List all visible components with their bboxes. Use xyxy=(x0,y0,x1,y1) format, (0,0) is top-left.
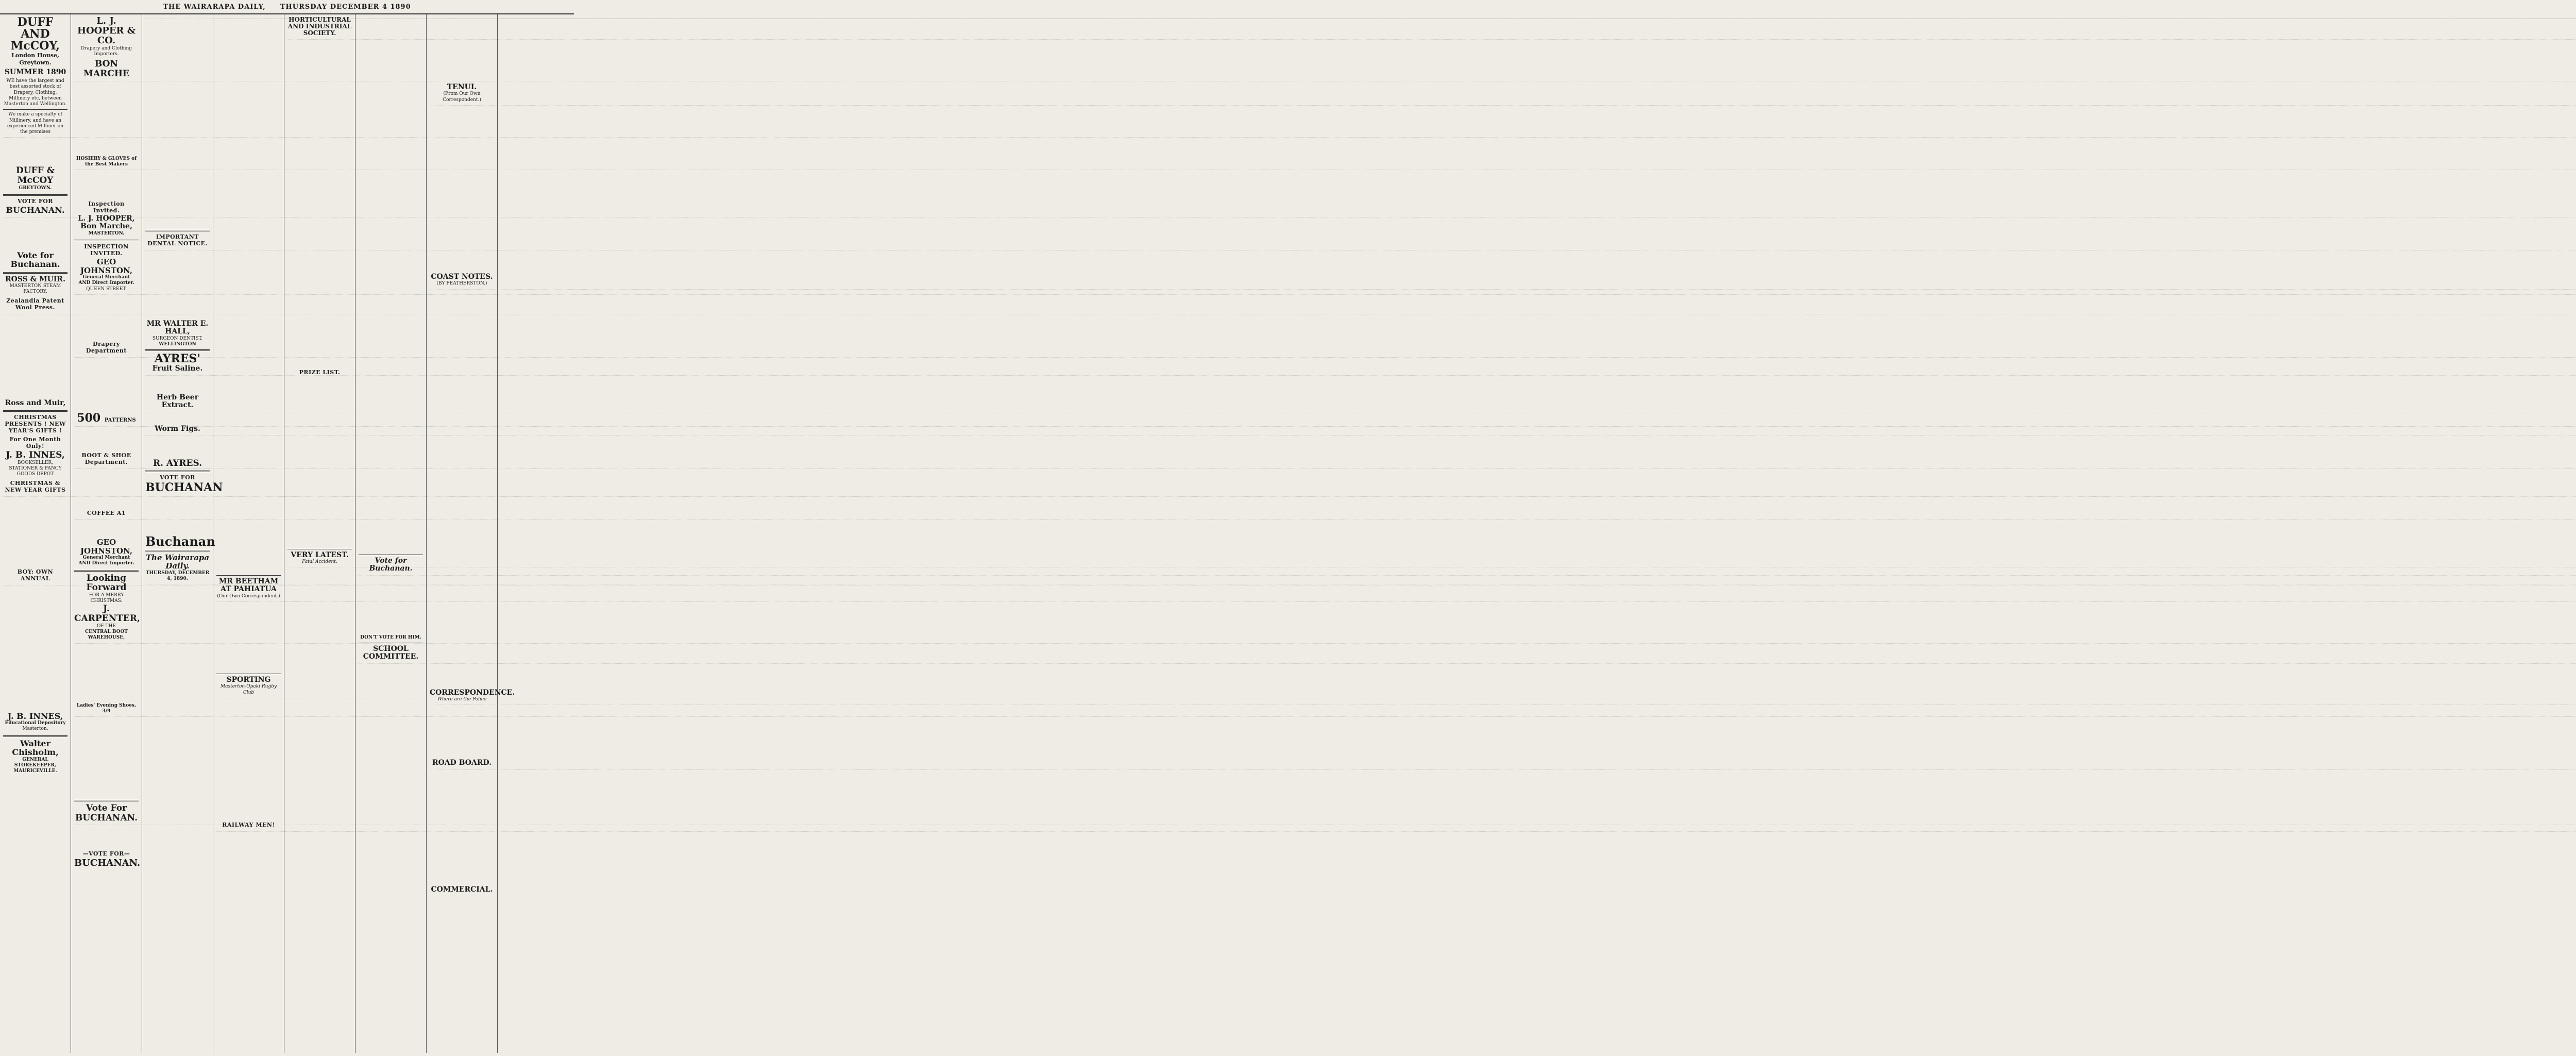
vote-for-2: Vote For xyxy=(86,803,127,814)
ladies-shoes: Ladies' Evening Shoes, 3/9 xyxy=(76,702,137,714)
boy-own-heading: BOY: OWN ANNUAL xyxy=(17,568,54,582)
herb-beer: Herb Beer Extract. xyxy=(156,393,199,410)
tenui-corr: (From Our Own Correspondent.) xyxy=(443,91,481,103)
masthead xyxy=(0,0,574,14)
railway-body xyxy=(216,829,281,989)
boot-body xyxy=(74,466,139,508)
worm-figs: Worm Figs. xyxy=(155,424,200,433)
carpenter-title: J. CARPENTER, xyxy=(74,604,140,624)
hall-title: MR WALTER E. HALL, xyxy=(146,320,209,336)
geo-johnston-title: GEO JOHNSTON, xyxy=(80,257,133,275)
coffee-heading: COFFEE A1 xyxy=(87,510,126,517)
innes-sub: BOOKSELLER, STATIONER & FANCY GOODS DEPOT xyxy=(9,460,62,477)
beetham-corr: (Our Own Correspondent.) xyxy=(217,593,280,599)
hooper-title: L. J. HOOPER & CO. xyxy=(77,15,136,46)
inspection-invited-2: INSPECTION INVITED. xyxy=(84,243,129,257)
tenui-heading: TENUI. xyxy=(447,83,477,91)
fruit-saline: Fruit Saline. xyxy=(152,364,203,373)
carpenter-body xyxy=(74,641,139,703)
innes-footer: J. B. INNES, xyxy=(7,711,63,721)
col3-top-text xyxy=(145,16,210,228)
hall-town: WELLINGTON xyxy=(159,342,196,347)
innes-body xyxy=(3,494,67,566)
summer-heading: SUMMER 1890 xyxy=(4,68,66,76)
worm-body xyxy=(145,433,210,459)
column-4 xyxy=(213,14,284,1053)
drapery-body xyxy=(74,355,139,412)
sporting-body xyxy=(216,696,281,819)
prize-list-heading: PRIZE LIST. xyxy=(299,368,341,376)
editorial-body xyxy=(145,582,210,1030)
herb-body xyxy=(145,410,210,425)
fatal-accident: Fatal Accident. xyxy=(302,559,337,564)
christmas-heading: CHRISTMAS PRESENTS ! NEW YEAR'S GIFTS ! xyxy=(5,414,66,434)
geo-johnston-sub: General Merchant xyxy=(82,275,130,280)
carpenter-body-2 xyxy=(74,714,139,797)
geo-footer-sub-2: AND Direct Importer. xyxy=(78,561,134,566)
masthead-paper: THE WAIRARAPA DAILY, xyxy=(163,3,266,11)
column-7 xyxy=(427,14,515,1053)
editorial-date: THURSDAY, DECEMBER 4, 1890. xyxy=(145,570,210,582)
merry-christmas: FOR A MERRY CHRISTMAS. xyxy=(89,592,124,604)
column-5 xyxy=(284,14,355,1053)
innes-town: Masterton. xyxy=(22,726,48,732)
vote-for-label: VOTE FOR xyxy=(18,198,53,205)
boot-shoe-dept: BOOT & SHOE Department. xyxy=(81,452,131,466)
dental-body xyxy=(145,248,210,320)
dont-vote: DON'T VOTE FOR HIM. xyxy=(360,634,421,640)
coast-notes-body xyxy=(430,287,494,689)
vote-for-3: VOTE FOR xyxy=(160,474,195,481)
patterns-count xyxy=(74,412,139,424)
beetham-body xyxy=(216,599,281,672)
column-8 xyxy=(498,14,574,1053)
coast-notes-sub: (BY FEATHERSTON.) xyxy=(436,281,487,287)
buchanan-vote-2: BUCHANAN. xyxy=(75,812,138,823)
sporting-sub: Masterton-Opaki Rugby Club xyxy=(220,684,277,695)
inspection-invited: Inspection Invited. xyxy=(88,200,125,214)
buchanan-footer: BUCHANAN. xyxy=(74,858,141,869)
school-committee-body xyxy=(359,661,423,1032)
ross-muir-footer: Ross and Muir, xyxy=(5,398,66,407)
road-board-heading: ROAD BOARD. xyxy=(432,759,492,767)
buchanan-3: BUCHANAN xyxy=(145,480,223,494)
chisholm-town: MAURICEVILLE. xyxy=(13,768,57,774)
tenui-body xyxy=(430,103,494,273)
ad-body-text xyxy=(3,135,67,166)
masthead-date: THURSDAY DECEMBER 4 1890 xyxy=(280,3,411,11)
chisholm-sub: GENERAL STOREKEEPER, xyxy=(14,757,57,768)
col7-top-text xyxy=(430,16,494,83)
geo-footer-sub: General Merchant xyxy=(82,555,130,561)
dental-notice: IMPORTANT DENTAL NOTICE. xyxy=(147,233,208,247)
buchanan-name: BUCHANAN. xyxy=(6,205,65,215)
duff-mccoy-footer: DUFF & McCOY xyxy=(16,165,55,186)
millinery-line: We make a specialty of Millinery, and have an experienced Milliner on the premises xyxy=(7,112,63,135)
duff-mccoy-address: London House, Greytown. xyxy=(11,52,59,66)
sporting-heading: SPORTING xyxy=(226,676,271,684)
column-1 xyxy=(0,14,71,1053)
correspondence-body xyxy=(430,702,494,759)
vote-body-6 xyxy=(359,573,423,635)
hooper-body xyxy=(74,79,139,156)
ayres-title: AYRES' xyxy=(154,352,201,366)
innes-list xyxy=(3,583,67,712)
queen-street: QUEEN STREET. xyxy=(86,286,127,292)
innes-gifts-heading: CHRISTMAS & NEW YEAR GIFTS xyxy=(5,479,66,493)
central-boot: CENTRAL BOOT WAREHOUSE, xyxy=(84,629,128,641)
r-ayres: R. AYRES. xyxy=(152,458,202,468)
ross-muir-body xyxy=(3,312,67,399)
horticultural-heading: HORTICULTURAL AND INDUSTRIAL SOCIETY. xyxy=(287,16,352,37)
vote-for-buchanan-6: Vote for Buchanan. xyxy=(369,557,413,573)
very-latest-heading: VERY LATEST. xyxy=(291,550,349,559)
col8-text xyxy=(501,16,571,1047)
patterns-label: PATTERNS xyxy=(104,417,136,423)
hooper-sub: Drapery and Clothing Importers. xyxy=(80,45,132,57)
col4-news-text xyxy=(216,16,281,573)
vote-body-3 xyxy=(145,494,210,535)
prize-list-body xyxy=(287,377,352,547)
beetham-heading: MR BEETHAM AT PAHIATUA xyxy=(218,577,279,594)
duff-mccoy-ad: WE have the largest and best assorted stock of Drapery, Clothing, Millinery etc, between Masterton and Wellington. xyxy=(4,78,67,107)
of-the: OF THE xyxy=(97,623,116,629)
duff-mccoy-title: DUFF AND McCOY, xyxy=(11,15,60,53)
coffee-body xyxy=(74,517,139,538)
horticultural-body xyxy=(287,37,352,367)
editorial-paper-title: The Wairarapa Daily. xyxy=(145,552,210,571)
hooper-body-2 xyxy=(74,167,139,198)
bon-marche-footer: Bon Marche, xyxy=(80,222,132,231)
looking-forward: Looking Forward xyxy=(86,573,127,593)
road-board-body xyxy=(430,767,494,886)
school-committee-heading: SCHOOL COMMITTEE. xyxy=(363,645,419,661)
column-6 xyxy=(355,14,427,1053)
col6-prize-text xyxy=(359,16,423,552)
hooper-town: MASTERTON. xyxy=(88,230,125,236)
drapery-dept: Drapery Department xyxy=(86,340,127,354)
column-3 xyxy=(142,14,223,1053)
ross-muir-title: ROSS & MUIR. xyxy=(5,275,65,283)
hooper-footer: L. J. HOOPER, xyxy=(78,214,135,223)
bon-marche-title: BON MARCHE xyxy=(83,59,129,79)
vote-body xyxy=(3,215,67,251)
vote-for-label-2: Vote for xyxy=(17,250,54,260)
one-month-heading: For One Month Only! xyxy=(9,436,61,450)
ross-muir-sub: MASTERTON STEAM FACTORY. xyxy=(9,283,61,295)
vote-body-2 xyxy=(74,823,139,848)
saline-body xyxy=(145,373,210,394)
geo-body xyxy=(74,292,139,339)
geo-johnston-sub-2: AND Direct Importer. xyxy=(78,280,134,286)
chisholm-title: Walter Chisholm, xyxy=(12,738,59,758)
hall-sub: SURGEON DENTIST, xyxy=(152,336,203,341)
column-2 xyxy=(71,14,142,1053)
accident-body xyxy=(287,565,352,1008)
zealandia-heading: Zealandia Patent Wool Press. xyxy=(6,297,64,311)
newspaper-page xyxy=(0,0,574,1056)
innes-title: J. B. INNES, xyxy=(6,450,65,461)
innes-depot: Educational Depository xyxy=(5,720,66,726)
buchanan-name-2: Buchanan. xyxy=(10,259,60,270)
commercial-body xyxy=(430,894,494,997)
buchanan-4: Buchanan xyxy=(145,533,215,549)
police-letter: Where are the Police xyxy=(437,696,487,702)
coast-notes-heading: COAST NOTES. xyxy=(431,272,493,281)
patterns-number: 500 xyxy=(77,411,101,425)
vote-for-footer: —VOTE FOR— xyxy=(82,850,130,858)
geo-johnston-footer: GEO JOHNSTON, xyxy=(80,538,133,556)
hosiery-line: HOSIERY & GLOVES of the Best Makers xyxy=(76,156,137,167)
patterns-body xyxy=(74,424,139,450)
railway-heading: RAILWAY MEN! xyxy=(222,821,275,828)
correspondence-heading: CORRESPONDENCE. xyxy=(430,688,515,697)
commercial-heading: COMMERCIAL. xyxy=(431,885,493,894)
greytown-label: GREYTOWN. xyxy=(19,185,52,191)
